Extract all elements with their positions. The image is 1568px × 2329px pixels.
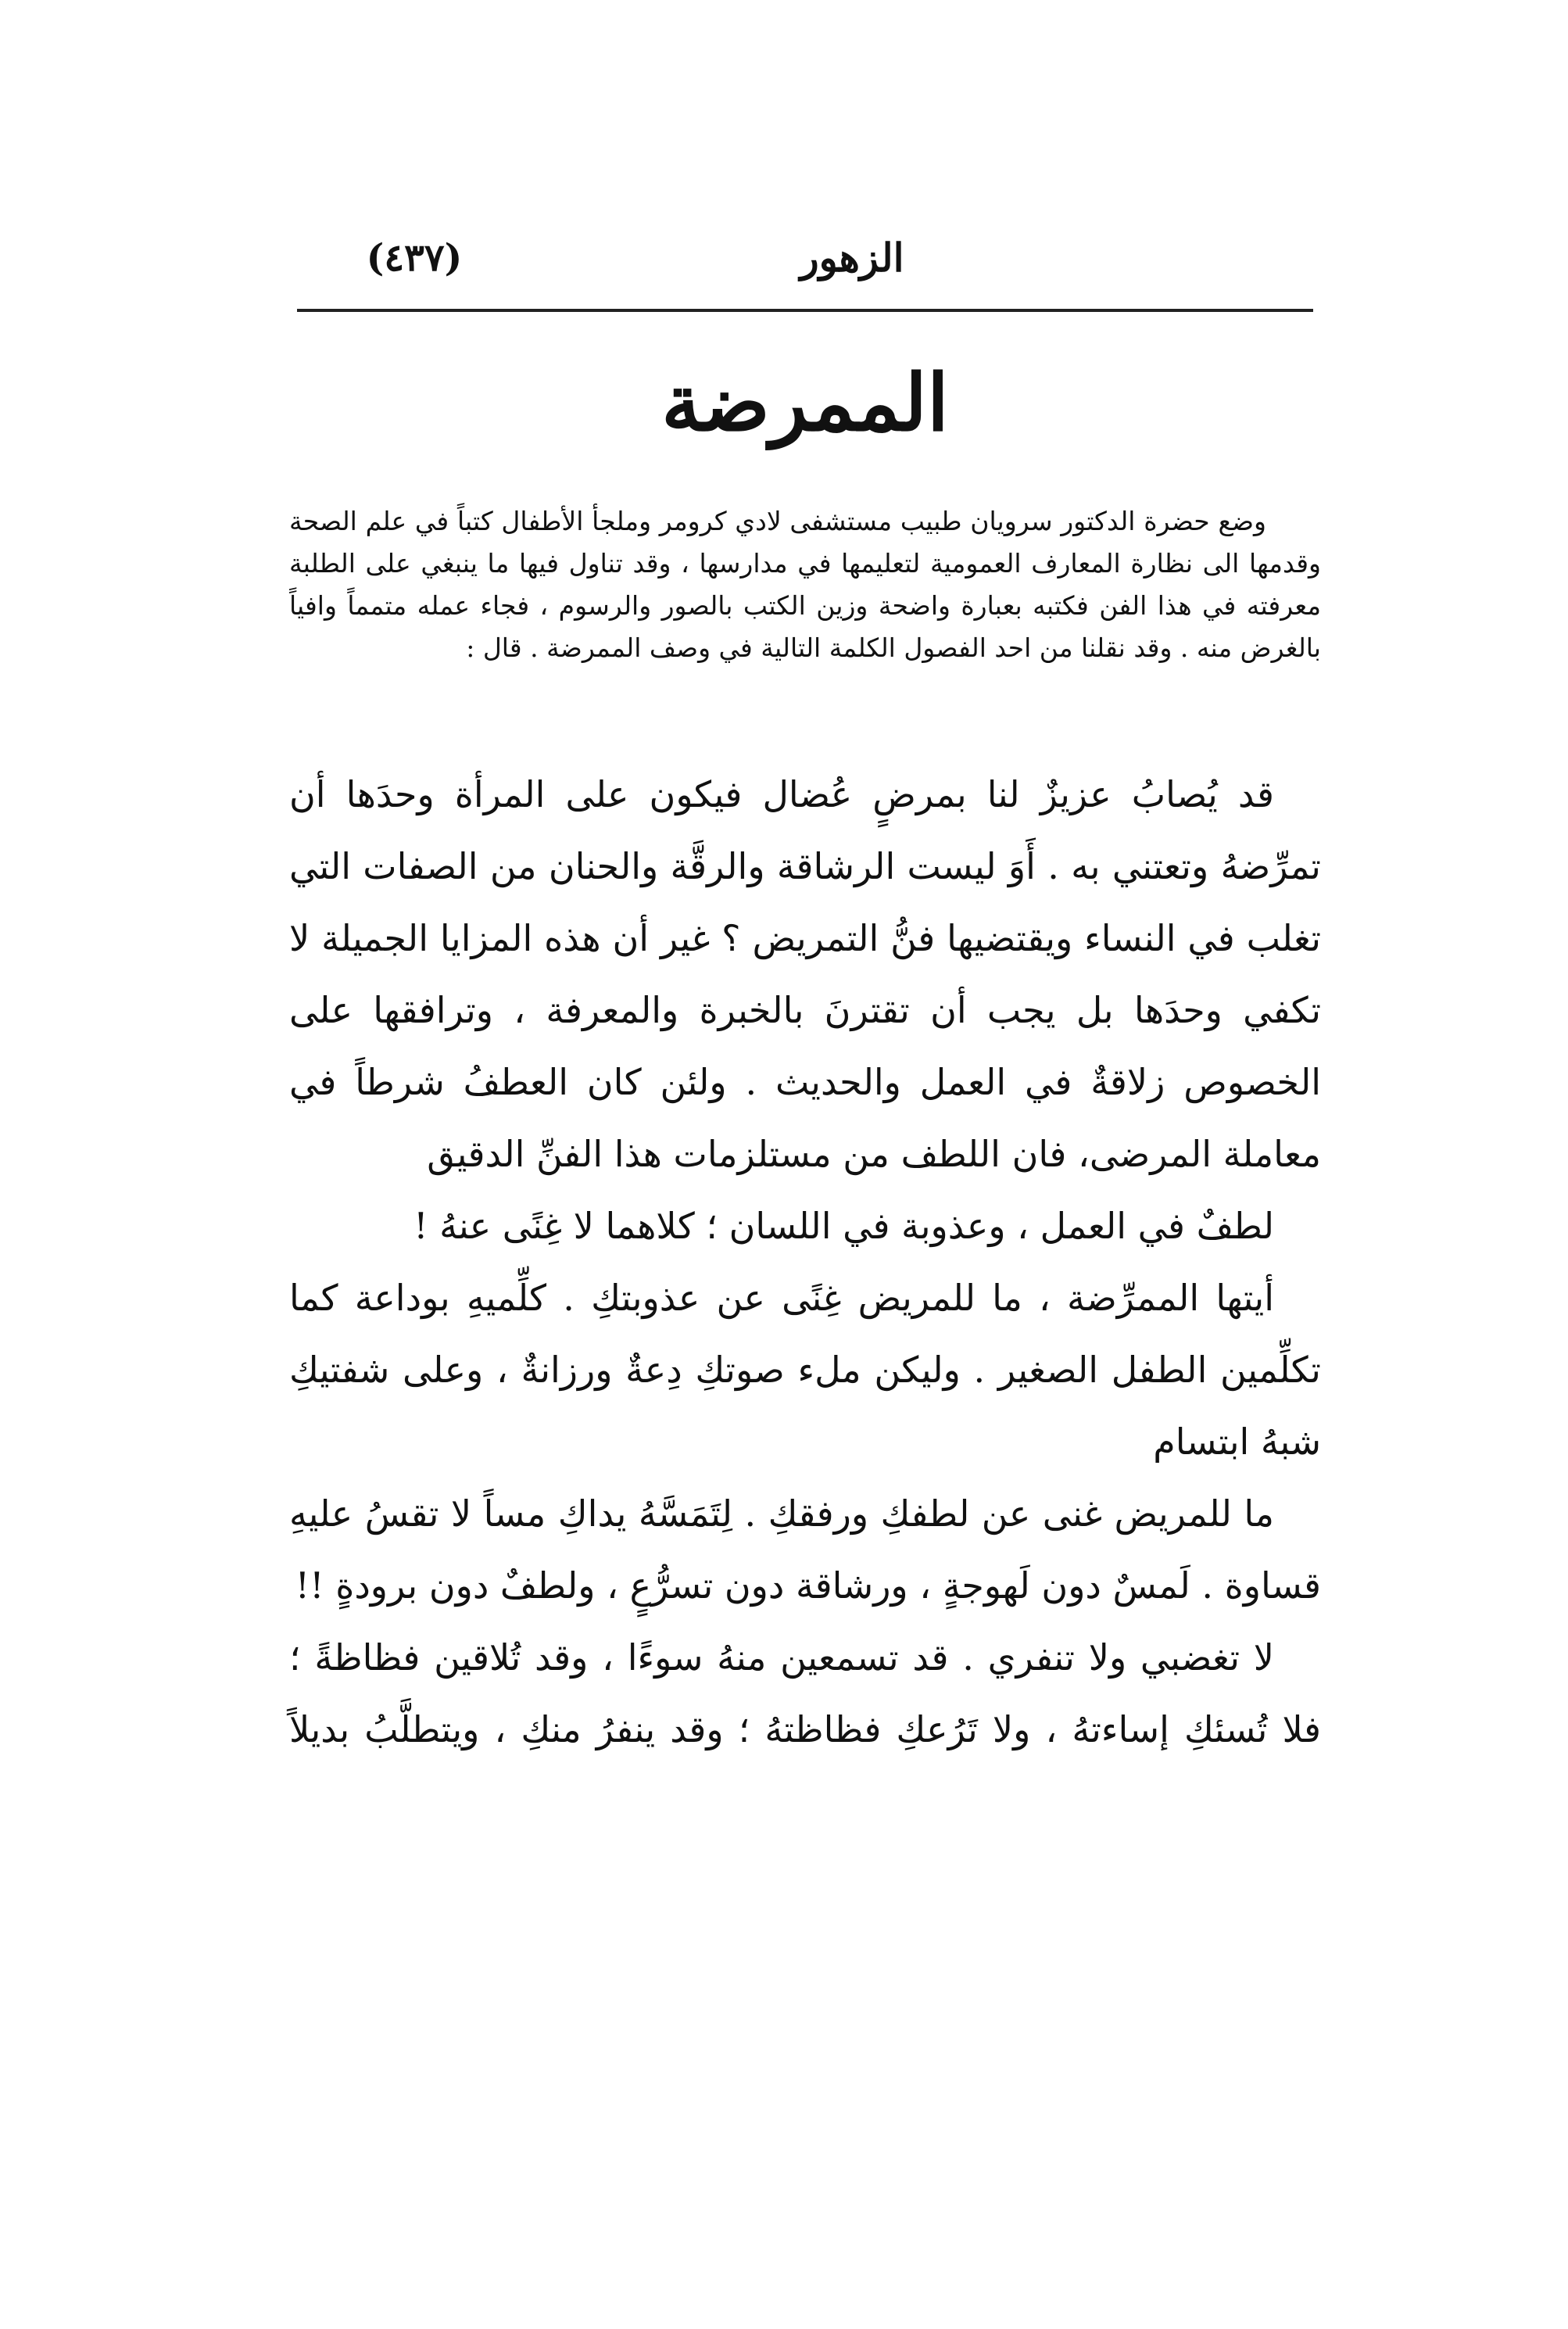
header-rule bbox=[297, 309, 1313, 312]
page-header bbox=[297, 227, 1313, 297]
article-body bbox=[289, 758, 1321, 1765]
page-number: (٤٣٧) bbox=[366, 236, 463, 280]
body-paragraph-4: ما للمريض غنى عن لطفكِ ورفقكِ . لِتَمَسَّهُ يداكِ مساً لا تقسُ عليهِ قساوة . لَمسٌ دون لَهوجةٍ ، ورشاقة دون تسرُّعٍ ، ولطفٌ دون برودةٍ !! bbox=[289, 1492, 1321, 1607]
running-title: الزهور bbox=[800, 235, 904, 281]
intro-paragraph bbox=[289, 500, 1321, 669]
article-title: الممرضة bbox=[661, 357, 949, 449]
body-paragraph-3: أيتها الممرِّضة ، ما للمريض غِنًى عن عذوبتكِ . كلِّميهِ بوداعة كما تكلِّمين الطفل الصغير . وليكن ملء صوتكِ دِعةٌ ورزانةٌ ، وعلى شفتيكِ شبهُ ابتسام bbox=[289, 1277, 1321, 1463]
body-paragraph-2: لطفٌ في العمل ، وعذوبة في اللسان ؛ كلاهما لا غِنًى عنهُ ! bbox=[413, 1205, 1274, 1247]
body-paragraph-5: لا تغضبي ولا تنفري . قد تسمعين منهُ سوءًا ، وقد تُلاقين فظاظةً ؛ فلا تُسئكِ إساءتهُ ، ولا تَرُعكِ فظاظتهُ ؛ وقد ينفرُ منكِ ، ويتطلَّبُ بديلاً bbox=[289, 1636, 1321, 1750]
intro-text: وضع حضرة الدكتور سرويان طبيب مستشفى لادي كرومر وملجأ الأطفال كتباً في علم الصحة وقدمها الى نظارة المعارف العمومية لتعليمها في مدارسها ، وقد تناول فيها ما ينبغي على الطلبة معرفته في هذا الفن فكتبه بعبارة واضحة وزين الكتب بالصور والرسوم ، فجاء عمله متمماً وافياً بالغرض منه . وقد نقلنا من احد الفصول الكلمة التالية في وصف الممرضة . قال : bbox=[289, 506, 1322, 663]
body-paragraph-1: قد يُصابُ عزيزٌ لنا بمرضٍ عُضال فيكون على المرأة وحدَها أن تمرِّضهُ وتعتني به . أَوَ ليست الرشاقة والرقَّة والحنان من الصفات التي تغلب في النساء ويقتضيها فنُّ التمريض ؟ غير أن هذه المزايا الجميلة لا تكفي وحدَها بل يجب أن تقترنَ بالخبرة والمعرفة ، وترافقها على الخصوص زلاقةٌ في العمل والحديث . ولئن كان العطفُ شرطاً في معاملة المرضى، فان اللطف من مستلزمات هذا الفنِّ الدقيق bbox=[289, 773, 1321, 1175]
